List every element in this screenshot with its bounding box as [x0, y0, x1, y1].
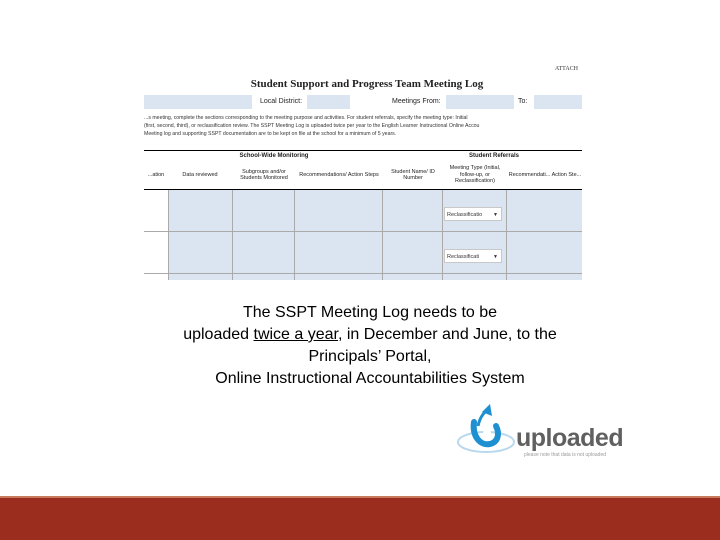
meeting-type-dropdown[interactable] [444, 249, 502, 263]
caption-line [150, 324, 590, 346]
column-divider [442, 190, 443, 280]
meeting-log-screenshot [144, 62, 582, 280]
to-field [534, 95, 582, 109]
column-header: Recommendations/ Action Steps [299, 171, 379, 178]
column-header: Data reviewed [182, 171, 218, 178]
column-divider [232, 190, 233, 280]
column-header: ...ation [147, 171, 165, 178]
instruction-line: Meeting log and supporting SSPT documentation are to be kept on file at the school for a minimum of 5 years. [144, 131, 397, 137]
attachment-label: ATTACH [554, 66, 578, 72]
table-body [168, 190, 582, 280]
column-divider [506, 190, 507, 280]
header-fill-left [144, 95, 252, 109]
dropdown-value: Reclassificati [447, 254, 480, 260]
caption-text: , in December and June, to the [337, 326, 557, 343]
uploaded-logo [456, 402, 636, 464]
footer-bar [0, 498, 720, 540]
instruction-line: (first, second, third), or reclassification review. The SSPT Meeting Log is uploaded twice per year to the English Learner Instructional Online Accou [144, 123, 480, 129]
logo-tagline: please note that data is not uploaded [524, 452, 607, 458]
upload-logo-icon [456, 402, 520, 462]
column-header: Recommendati... Action Ste... [508, 171, 582, 178]
dropdown-arrow-icon: ▼ [493, 212, 498, 218]
local-district-label: Local District: [260, 98, 303, 105]
column-header: Meeting Type (Initial, follow-up, or Reclassification) [449, 165, 501, 185]
table-header-row [144, 161, 582, 190]
meetings-from-label: Meetings From: [392, 98, 441, 105]
instruction-line: ...s meeting, complete the sections corresponding to the meeting purpose and activities. For student referrals, specify the meeting type: Initial [144, 115, 468, 121]
column-divider [382, 190, 383, 280]
meeting-log-instructions [144, 114, 582, 138]
meeting-log-header-fields [144, 94, 582, 111]
slide-caption [150, 302, 590, 390]
row-divider [144, 273, 582, 274]
local-district-field [307, 95, 350, 109]
caption-line: Online Instructional Accountabilities System [215, 370, 525, 387]
meetings-from-field [446, 95, 514, 109]
caption-emphasis: twice a year [253, 326, 338, 343]
schoolwide-section-header: School-Wide Monitoring [239, 153, 309, 159]
left-column-cells [144, 190, 168, 280]
column-divider [168, 190, 169, 280]
column-header: Student Name/ ID Number [391, 168, 435, 181]
caption-line: Principals’ Portal, [308, 348, 432, 365]
dropdown-arrow-icon: ▼ [493, 254, 498, 260]
meeting-log-table [144, 150, 582, 280]
caption-text: uploaded [183, 326, 254, 343]
column-divider [294, 190, 295, 280]
referrals-section-header: Student Referrals [468, 153, 519, 159]
meeting-type-dropdown[interactable] [444, 207, 502, 221]
column-header: Subgroups and/or Students Monitored [240, 168, 288, 181]
caption-line: The SSPT Meeting Log needs to be [242, 304, 498, 321]
row-divider [144, 231, 582, 232]
meeting-log-title: Student Support and Progress Team Meeting Log [250, 78, 484, 90]
logo-wordmark: uploaded [516, 424, 624, 452]
to-label: To: [518, 98, 528, 105]
dropdown-value: Reclassificatio [447, 212, 483, 218]
